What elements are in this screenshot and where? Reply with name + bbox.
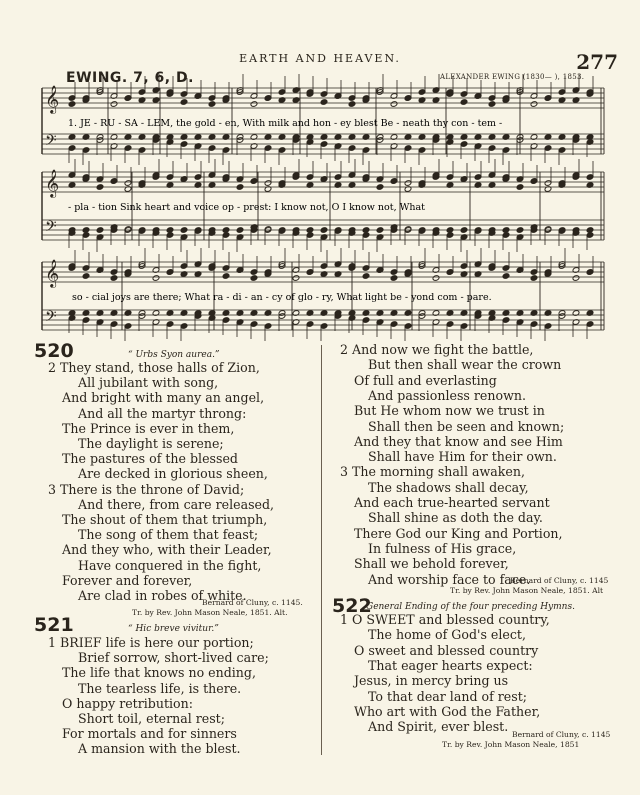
hymn-521-latin-title: “ Hic breve vivitur.” bbox=[128, 624, 219, 634]
note-head bbox=[96, 227, 104, 234]
note-head bbox=[348, 101, 356, 108]
svg-text:𝄢: 𝄢 bbox=[45, 132, 57, 153]
note-head bbox=[250, 101, 258, 108]
note-head bbox=[516, 184, 524, 191]
verse-line: 2 And now we fight the battle, bbox=[340, 342, 534, 357]
verse-line: And bright with many an angel, bbox=[62, 390, 265, 406]
verse-line: A mansion with the blest. bbox=[78, 741, 241, 757]
verse-line: The pastures of the blessed bbox=[62, 451, 238, 467]
verse-line: And worship face to face. bbox=[368, 571, 531, 587]
tune-name: EWING. 7, 6, D. bbox=[66, 70, 194, 86]
verse-line: The Prince is ever in them, bbox=[62, 420, 235, 436]
verse-line: Who art with God the Father, bbox=[354, 703, 541, 719]
hymn-520-credit-author: Bernard of Cluny, c. 1145. bbox=[202, 598, 303, 607]
music-score bbox=[0, 0, 640, 345]
note-head bbox=[236, 227, 244, 234]
verse-line: Have conquered in the fight, bbox=[78, 557, 262, 573]
verse-line: The life that knows no ending, bbox=[62, 665, 256, 681]
hymn-522-credit-author: Bernard of Cluny, c. 1145 bbox=[512, 730, 611, 739]
verse-line: There God our King and Portion, bbox=[354, 525, 563, 541]
note-head bbox=[152, 275, 160, 282]
svg-text:𝄞: 𝄞 bbox=[45, 169, 60, 197]
verse-line: Of full and everlasting bbox=[354, 372, 497, 388]
hymn-522-credit-translator: Tr. by Rev. John Mason Neale, 1851 bbox=[442, 740, 580, 749]
note-head bbox=[96, 184, 104, 191]
verse-line: Are clad in robes of white. bbox=[78, 588, 247, 603]
lyrics-line-2: - pla - tion Sink heart and voice op - prest: I know not, O I know not, What bbox=[68, 202, 425, 213]
svg-text:𝄢: 𝄢 bbox=[45, 218, 57, 239]
svg-text:𝄢: 𝄢 bbox=[45, 308, 57, 329]
verse-line: For mortals and for sinners bbox=[62, 726, 237, 742]
verse-line: In fulness of His grace, bbox=[368, 540, 517, 556]
verse-line: The shadows shall decay, bbox=[368, 479, 529, 495]
verse-line: And there, from care released, bbox=[78, 496, 275, 512]
note-head bbox=[320, 99, 328, 106]
verse-line: But then shall wear the crown bbox=[368, 357, 562, 373]
note-head bbox=[376, 227, 384, 234]
lyrics-line-3: so - cial joys are there; What ra - di - an - cy of glo - ry, What light be - yond com - pare. bbox=[72, 292, 492, 303]
verse-line: Shall we behold forever, bbox=[354, 556, 509, 572]
verse-line: The home of God's elect, bbox=[368, 627, 526, 643]
verse-line: 2 They stand, those halls of Zion, bbox=[48, 360, 260, 375]
note-head bbox=[432, 275, 440, 282]
note-head bbox=[362, 273, 370, 280]
verse-line: And Spirit, ever blest. bbox=[368, 719, 509, 735]
verse-line: To that dear land of rest; bbox=[368, 688, 527, 704]
note-head bbox=[68, 101, 76, 108]
note-head bbox=[390, 275, 398, 282]
verse-line: The daylight is serene; bbox=[78, 436, 224, 451]
note-head bbox=[516, 227, 524, 234]
note-head bbox=[222, 273, 230, 280]
note-head bbox=[502, 273, 510, 280]
note-head bbox=[530, 101, 538, 108]
note-head bbox=[460, 227, 468, 234]
note-head bbox=[250, 275, 258, 282]
note-head bbox=[208, 101, 216, 108]
column-divider bbox=[321, 345, 322, 755]
hymn-number-520: 520 bbox=[34, 340, 74, 362]
verse-line: But He whom now we trust in bbox=[354, 403, 545, 419]
verse-line: And each true-hearted servant bbox=[354, 495, 550, 510]
verse-line: O sweet and blessed country bbox=[354, 642, 539, 658]
note-head bbox=[180, 99, 188, 106]
verse-line: And all the martyr throng: bbox=[78, 405, 247, 421]
verse-line: O happy retribution: bbox=[62, 695, 193, 711]
hymn-520-credit-translator: Tr. by Rev. John Mason Neale, 1851. Alt. bbox=[132, 608, 288, 617]
verse-line: Shall have Him for their own. bbox=[368, 449, 557, 465]
verse-line: 3 The morning shall awaken, bbox=[340, 464, 525, 480]
hymn-522-note: General Ending of the four preceding Hymns. bbox=[366, 602, 575, 612]
page-number: 277 bbox=[576, 50, 618, 74]
note-head bbox=[292, 275, 300, 282]
hymn-520b-credit-translator: Tr. by Rev. John Mason Neale, 1851. Alt bbox=[450, 586, 604, 595]
verse-line: Brief sorrow, short-lived care; bbox=[78, 650, 269, 666]
hymn-number-522: 522 bbox=[332, 595, 372, 617]
note-head bbox=[460, 99, 468, 106]
verse-line: That eager hearts expect: bbox=[368, 657, 533, 673]
note-head bbox=[110, 275, 118, 282]
verse-line: Short toil, eternal rest; bbox=[78, 711, 225, 726]
lyrics-line-1: 1. JE - RU - SA - LEM, the gold - en, With milk and hon - ey blest Be - neath thy con - tem - bbox=[68, 118, 503, 129]
note-head bbox=[572, 275, 580, 282]
verse-line: Shall shine as doth the day. bbox=[368, 510, 543, 526]
note-head bbox=[110, 101, 118, 108]
verse-line: The shout of them that triumph, bbox=[62, 512, 268, 527]
verse-line: The song of them that feast; bbox=[78, 527, 259, 543]
note-head bbox=[236, 184, 244, 191]
verse-line: 1 O SWEET and blessed country, bbox=[340, 612, 550, 627]
hymn-number-521: 521 bbox=[34, 614, 74, 636]
note-head bbox=[376, 184, 384, 191]
verse-line: 3 There is the throne of David; bbox=[48, 481, 245, 497]
hymn-520b-credit-author: Bernard of Cluny, c. 1145 bbox=[510, 576, 609, 585]
verse-line: All jubilant with song, bbox=[78, 375, 219, 391]
verse-line: And they that know and see Him bbox=[354, 433, 563, 449]
verse-line: Forever and forever, bbox=[62, 572, 193, 588]
note-head bbox=[390, 101, 398, 108]
note-head bbox=[180, 227, 188, 234]
verse-line: 1 BRIEF life is here our portion; bbox=[48, 635, 254, 650]
svg-text:𝄞: 𝄞 bbox=[45, 85, 60, 113]
note-head bbox=[320, 227, 328, 234]
running-header: EARTH AND HEAVEN. bbox=[239, 52, 401, 65]
verse-line: Shall then be seen and known; bbox=[368, 418, 565, 434]
svg-text:𝄞: 𝄞 bbox=[45, 259, 60, 287]
verse-line: And passionless renown. bbox=[368, 387, 526, 403]
note-head bbox=[530, 275, 538, 282]
tune-composer: ALEXANDER EWING (1830— ), 1853. bbox=[440, 73, 585, 81]
note-head bbox=[488, 101, 496, 108]
hymn-520-latin-title: “ Urbs Syon aurea.” bbox=[128, 350, 220, 360]
verse-line: Jesus, in mercy bring us bbox=[354, 673, 509, 689]
verse-line: The tearless life, is there. bbox=[78, 680, 242, 696]
verse-line: And they who, with their Leader, bbox=[62, 542, 272, 558]
verse-line: Are decked in glorious sheen, bbox=[78, 466, 268, 482]
note-head bbox=[82, 273, 90, 280]
